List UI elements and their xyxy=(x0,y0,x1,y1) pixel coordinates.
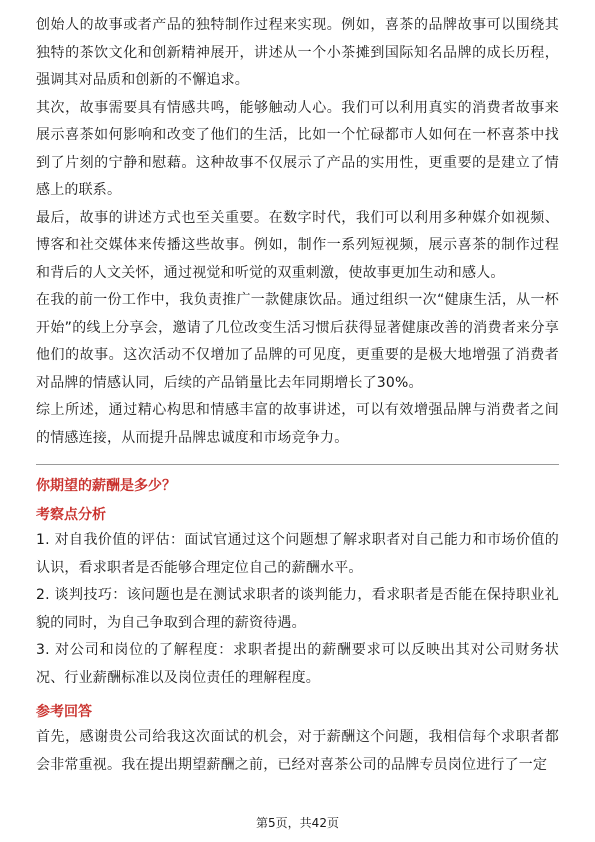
section-divider xyxy=(36,464,559,465)
analysis-heading: 考察点分析 xyxy=(36,507,106,523)
document-page xyxy=(36,12,559,779)
paragraph-brand-story: 创始人的故事或者产品的独特制作过程来实现。例如，喜茶的品牌故事可以围绕其独特的茶饮文化和创新精神展开，讲述从一个小茶摊到国际知名品牌的成长历程，强调其对品质和创新的不懈追求。 xyxy=(36,17,559,88)
answer-heading: 参考回答 xyxy=(36,704,92,720)
question-title: 你期望的薪酬是多少？ xyxy=(36,478,176,494)
analysis-item: 1. 对自我价值的评估：面试官通过这个问题想了解求职者对自己能力和市场价值的认识，看求职者是否能够合理定位自己的薪酬水平。 xyxy=(36,532,559,576)
page-number: 第5页，共42页 xyxy=(256,816,339,830)
paragraph-emotional-resonance: 其次，故事需要具有情感共鸣，能够触动人心。我们可以利用真实的消费者故事来展示喜茶如何影响和改变了他们的生活，比如一个忙碌都市人如何在一杯喜茶中找到了片刻的宁静和慰藉。这种故事不仅展示了产品的实用性，更重要的是建立了情感上的联系。 xyxy=(36,99,559,198)
analysis-item: 3. 对公司和岗位的了解程度：求职者提出的薪酬要求可以反映出其对公司财务状况、行业薪酬标准以及岗位责任的理解程度。 xyxy=(36,642,559,686)
analysis-item: 2. 谈判技巧：该问题也是在测试求职者的谈判能力，看求职者是否能在保持职业礼貌的同时，为自己争取到合理的薪资待遇。 xyxy=(36,587,559,631)
paragraph-storytelling-method: 最后，故事的讲述方式也至关重要。在数字时代，我们可以利用多种媒介如视频、博客和社交媒体来传播这些故事。例如，制作一系列短视频，展示喜茶的制作过程和背后的人文关怀，通过视觉和听觉的双重刺激，使故事更加生动和感人。 xyxy=(36,209,559,281)
paragraph-work-experience: 在我的前一份工作中，我负责推广一款健康饮品。通过组织一次“健康生活，从一杯开始”的线上分享会，邀请了几位改变生活习惯后获得显著健康改善的消费者来分享他们的故事。这次活动不仅增加了品牌的可见度，更重要的是极大地增强了消费者对品牌的情感认同，后续的产品销量比去年同期增长了30%。 xyxy=(36,292,559,391)
answer-paragraph: 首先，感谢贵公司给我这次面试的机会，对于薪酬这个问题，我相信每个求职者都会非常重视。我在提出期望薪酬之前，已经对喜茶公司的品牌专员岗位进行了一定 xyxy=(36,729,559,773)
paragraph-summary: 综上所述，通过精心构思和情感丰富的故事讲述，可以有效增强品牌与消费者之间的情感连接，从而提升品牌忠诚度和市场竞争力。 xyxy=(36,402,559,446)
